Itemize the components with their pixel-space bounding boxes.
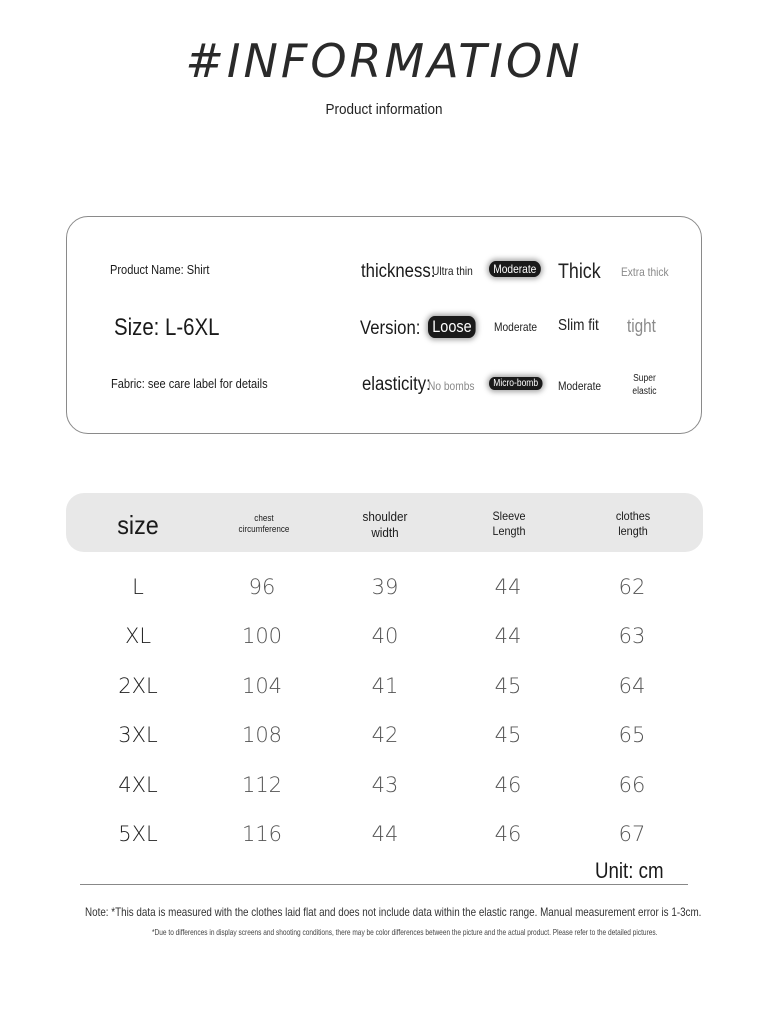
cell-chest: 116 [241, 822, 283, 846]
divider [80, 884, 688, 885]
unit-label: Unit: cm [595, 858, 664, 883]
version-label: Version: [360, 318, 421, 339]
cell-length: 67 [618, 822, 646, 846]
cell-shoulder: 40 [371, 624, 399, 648]
header-shoulder-width: shoulder width [362, 509, 408, 541]
cell-shoulder: 43 [371, 773, 399, 797]
cell-chest: 112 [241, 773, 283, 797]
cell-length: 63 [618, 624, 646, 648]
color-disclaimer: *Due to differences in display screens and shooting conditions, there may be color differences between the picture and the actual product. Please refer to the detailed pictures. [152, 927, 658, 937]
elasticity-option-moderate: Moderate [558, 379, 602, 393]
thickness-label: thickness: [361, 261, 436, 282]
cell-size: 5XL [118, 822, 158, 846]
cell-size: 2XL [118, 674, 158, 698]
cell-chest: 100 [241, 624, 283, 648]
version-option-loose-selected: Loose [428, 316, 476, 338]
cell-shoulder: 44 [371, 822, 399, 846]
cell-chest: 108 [241, 723, 283, 747]
version-option-tight: tight [627, 316, 656, 336]
elasticity-label: elasticity: [362, 374, 431, 395]
measurement-note: Note: *This data is measured with the clothes laid flat and does not include data within the elastic range. Manual measurement error is 1-3cm. [85, 905, 702, 919]
elasticity-option-micro-bomb-selected: Micro-bomb [489, 377, 542, 390]
cell-shoulder: 39 [371, 575, 399, 599]
cell-shoulder: 41 [371, 674, 399, 698]
thickness-option-thick: Thick [558, 260, 601, 283]
header-clothes-length: clothes length [615, 509, 651, 538]
cell-length: 64 [618, 674, 646, 698]
elasticity-option-no-bombs: No bombs [428, 379, 475, 393]
cell-shoulder: 42 [371, 723, 399, 747]
cell-size: XL [124, 624, 152, 648]
cell-chest: 96 [248, 575, 276, 599]
version-option-slim-fit: Slim fit [558, 317, 599, 334]
version-option-moderate: Moderate [494, 320, 538, 334]
thickness-option-extra-thick: Extra thick [621, 265, 669, 279]
fabric-info: Fabric: see care label for details [111, 376, 268, 391]
cell-sleeve: 44 [494, 575, 522, 599]
thickness-option-ultra-thin: Ultra thin [432, 264, 473, 278]
cell-sleeve: 45 [494, 723, 522, 747]
cell-length: 66 [618, 773, 646, 797]
product-name: Product Name: Shirt [110, 262, 210, 277]
thickness-option-moderate-selected: Moderate [489, 261, 541, 277]
header-size: size [117, 510, 159, 540]
cell-sleeve: 45 [494, 674, 522, 698]
cell-sleeve: 46 [494, 822, 522, 846]
header-chest-circumference: chest circumference [238, 513, 290, 535]
cell-sleeve: 44 [494, 624, 522, 648]
cell-chest: 104 [241, 674, 283, 698]
cell-size: 4XL [118, 773, 158, 797]
cell-size: 3XL [118, 723, 158, 747]
page-title: #INFORMATION [185, 34, 583, 88]
size-range: Size: L-6XL [114, 314, 220, 341]
cell-sleeve: 46 [494, 773, 522, 797]
cell-length: 65 [618, 723, 646, 747]
cell-length: 62 [618, 575, 646, 599]
cell-size: L [132, 575, 144, 599]
page-subtitle: Product information [325, 101, 443, 118]
header-sleeve-length: Sleeve Length [492, 509, 526, 538]
elasticity-option-super-elastic: Super elastic [632, 373, 657, 397]
